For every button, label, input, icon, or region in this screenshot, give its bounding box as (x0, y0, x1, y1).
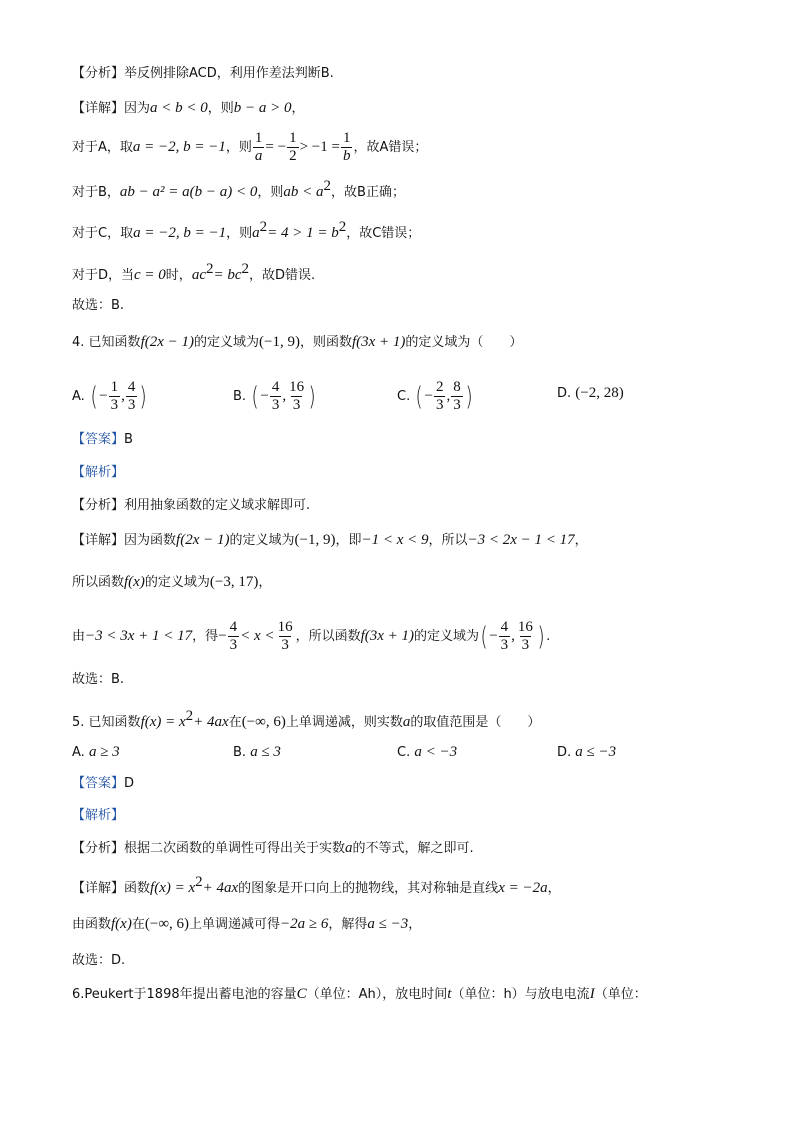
q3-line-a: 对于A，取a = −2, b = −1，则 $\frac{1}{a}$ = − $\frac{1}{2}$ > −1 = $\frac{1}{b}$ ，故A错误； (72, 130, 428, 164)
q4-stem: 4. 已知函数f(2x − 1)的定义域为(−1, 9)，则函数f(3x + 1)的定义域为（ ） (72, 334, 523, 350)
q3-line-c: 对于C，取a = −2, b = −1，则$a^2= 4 > 1 = b^2$，故C错误； (72, 219, 421, 241)
q3-line-b: 对于B，ab − a² = a(b − a) < 0，则ab < $a^2$，故B正确； (72, 178, 405, 200)
fraction: $\frac{1}{a}$ (254, 130, 263, 164)
q4-answer: 【答案】B (72, 432, 133, 447)
math: a < b < 0 (150, 100, 208, 116)
q3-analysis (72, 64, 334, 84)
q5-option-a: A. a ≥ 3 (72, 744, 120, 760)
math: b − a > 0 (233, 100, 292, 116)
q5-line-2: 由函数f(x)在(−∞, 6)上单调递减可得−2a ≥ 6，解得a ≤ −3， (72, 916, 422, 932)
q4-line-2: 所以函数f(x)的定义域为(−3, 17)， (72, 574, 272, 590)
q4-option-b: B. ( − $\frac{4}{3}$ , $\frac{16}{3}$ ) (233, 379, 316, 413)
q5-choose: 故选：D. (72, 953, 126, 968)
math: c = 0 (134, 267, 166, 283)
q5-solution-tag: 【解析】 (72, 808, 125, 823)
q6-stem: 6.Peukert于1898年提出蓄电池的容量C（单位：Ah），放电时间t（单位：h）与放电电流I（单位： (72, 986, 647, 1002)
fraction: $\frac{1}{2}$ (289, 130, 297, 164)
q4-option-d: D. (−2, 28) (557, 385, 624, 401)
math: ab < a (283, 184, 324, 200)
q3-line-d: 对于D，当c = 0时，$ac^2= bc^2$，故D错误. (72, 261, 316, 283)
q3-detail: 【详解】因为a < b < 0，则b − a > 0， (72, 100, 305, 116)
q5-answer: 【答案】D (72, 776, 135, 791)
q4-solution-tag: 【解析】 (72, 465, 125, 480)
q4-detail: 【详解】因为函数f(2x − 1)的定义域为(−1, 9)，即−1 < x < 9，所以−3 < 2x − 1 < 17， (72, 532, 588, 548)
math: ab − a² = a(b − a) < 0 (119, 184, 258, 200)
q5-stem: 5. 已知函数$f(x) = x^2+ 4ax$在(−∞, 6)上单调递减，则实数a的取值范围是（ ） (72, 708, 541, 730)
q5-analysis: 【分析】根据二次函数的单调性可得出关于实数a的不等式，解之即可. (72, 840, 474, 856)
analysis-text: 举反例排除ACD，利用作差法判断B. (124, 66, 334, 81)
q5-detail: 【详解】函数$f(x) = x^2+ 4ax$的图象是开口向上的抛物线，其对称轴是直线x = −2a， (72, 874, 561, 896)
fraction: $\frac{1}{b}$ (342, 130, 351, 164)
math: a = −2, b = −1 (132, 139, 226, 155)
analysis-tag: 【分析】 (72, 66, 125, 81)
math: a = −2, b = −1 (133, 225, 227, 241)
q4-option-c: C. ( − $\frac{2}{3}$ , $\frac{8}{3}$ ) (397, 379, 473, 413)
detail-tag: 【详解】 (72, 101, 125, 116)
q5-option-c: C. a < −3 (397, 744, 458, 760)
q4-line-3: 由−3 < 3x + 1 < 17，得− $\frac{4}{3}$ < x < $\frac{16}{3}$ ，所以函数f(3x + 1)的定义域为( − $\frac{4}{3}$ , $\frac{16}{3}$ ) . (72, 619, 551, 653)
q4-option-a: A. ( − $\frac{1}{3}$ , $\frac{4}{3}$ ) (72, 379, 147, 413)
question-number: 4. (72, 335, 85, 350)
q5-option-b: B. a ≤ 3 (233, 744, 281, 760)
q4-analysis: 【分析】利用抽象函数的定义域求解即可. (72, 498, 311, 513)
q4-choose: 故选：B. (72, 672, 125, 687)
q3-choose: 故选：B. (72, 298, 125, 313)
q5-option-d: D. a ≤ −3 (557, 744, 617, 760)
